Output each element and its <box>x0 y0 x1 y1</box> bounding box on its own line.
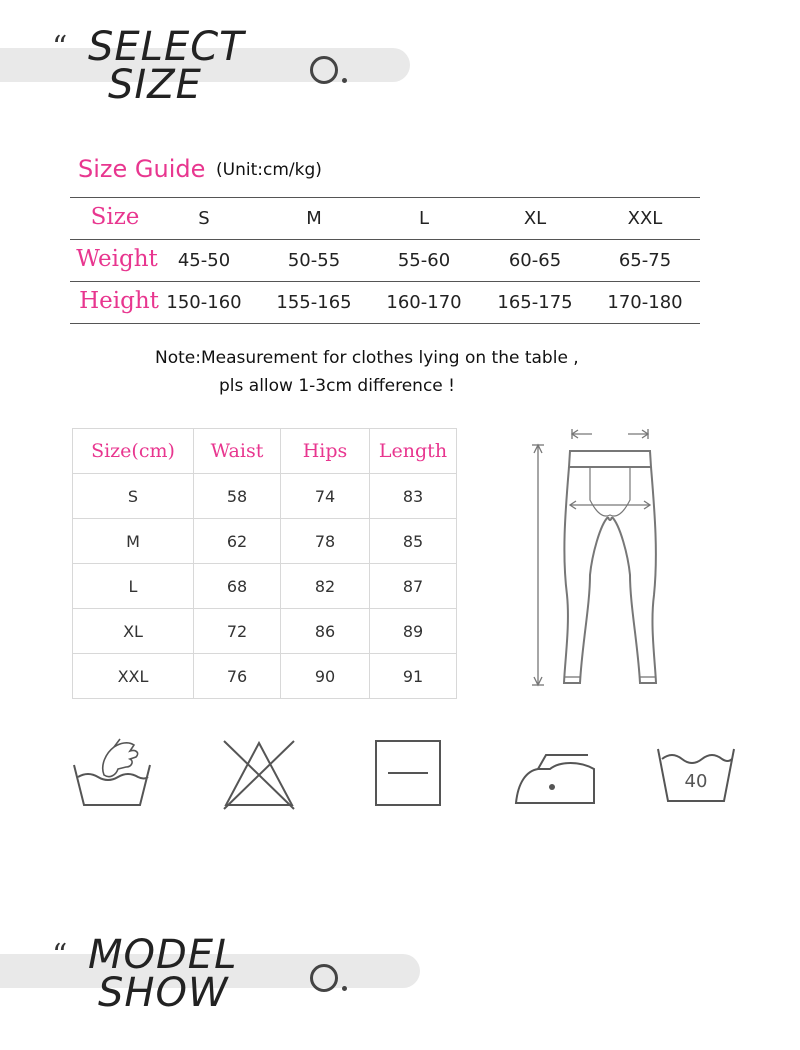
note-line-1: Note:Measurement for clothes lying on the table , <box>155 348 579 368</box>
size-guide-row <box>70 281 700 324</box>
table-cell: XXL <box>73 654 194 699</box>
table-row <box>73 474 457 519</box>
table-cell: 58 <box>194 474 281 519</box>
table-cell: S <box>73 474 194 519</box>
table-cell: 62 <box>194 519 281 564</box>
row-label: Height <box>79 288 159 314</box>
column-header: Size(cm) <box>73 429 194 474</box>
table-cell: 165-175 <box>497 292 573 313</box>
banner-circle-icon <box>310 964 338 992</box>
table-cell: L <box>73 564 194 609</box>
banner-title-line2: SHOW <box>98 970 229 1016</box>
select-size-banner <box>0 22 800 142</box>
table-cell: 86 <box>281 609 370 654</box>
table-cell: 160-170 <box>386 292 462 313</box>
size-guide-table <box>70 197 700 324</box>
table-cell: 76 <box>194 654 281 699</box>
measurement-note <box>155 344 579 400</box>
table-row <box>73 564 457 609</box>
table-header-row <box>73 429 457 474</box>
banner-quote-mark: “ <box>52 938 68 973</box>
table-row <box>73 519 457 564</box>
banner-title-line1: MODEL <box>88 932 238 978</box>
table-cell: 68 <box>194 564 281 609</box>
table-row <box>73 609 457 654</box>
column-header: Waist <box>194 429 281 474</box>
banner-quote-mark: “ <box>52 30 68 65</box>
size-guide-row <box>70 239 700 281</box>
dry-flat-icon <box>373 735 443 809</box>
size-guide-unit: (Unit:cm/kg) <box>216 160 322 180</box>
table-cell: 72 <box>194 609 281 654</box>
table-cell: 90 <box>281 654 370 699</box>
table-cell: 55-60 <box>397 250 451 271</box>
table-cell: M <box>73 519 194 564</box>
table-cell: M <box>306 208 322 229</box>
table-cell: 170-180 <box>607 292 683 313</box>
do-not-bleach-icon <box>220 735 298 811</box>
table-cell: XXL <box>627 208 663 229</box>
model-show-banner <box>0 930 800 1050</box>
size-guide-row <box>70 197 700 239</box>
iron-low-icon <box>510 735 600 811</box>
wash-temperature-label: 40 <box>684 771 708 792</box>
banner-dot-icon <box>342 986 347 991</box>
table-cell: XL <box>523 208 547 229</box>
table-cell: 65-75 <box>618 250 672 271</box>
table-cell: 74 <box>281 474 370 519</box>
table-row <box>73 654 457 699</box>
table-cell: 82 <box>281 564 370 609</box>
table-cell: 155-165 <box>276 292 352 313</box>
column-header: Length <box>370 429 457 474</box>
table-cell: 60-65 <box>508 250 562 271</box>
table-cell: S <box>198 208 210 229</box>
table-cell: 150-160 <box>166 292 242 313</box>
table-cell: 85 <box>370 519 457 564</box>
table-cell: XL <box>73 609 194 654</box>
size-guide-title: Size Guide <box>78 155 206 183</box>
table-cell: 91 <box>370 654 457 699</box>
row-label: Weight <box>76 246 158 272</box>
hand-wash-icon <box>70 735 154 811</box>
table-cell: 83 <box>370 474 457 519</box>
banner-title-line2: SIZE <box>108 62 202 108</box>
row-label: Size <box>90 204 140 230</box>
banner-title-line1: SELECT <box>88 24 245 70</box>
measurement-table <box>72 428 457 699</box>
table-cell: 78 <box>281 519 370 564</box>
column-header: Hips <box>281 429 370 474</box>
table-cell: 45-50 <box>177 250 231 271</box>
table-cell: 50-55 <box>287 250 341 271</box>
wash-40-icon <box>654 735 738 811</box>
banner-circle-icon <box>310 56 338 84</box>
pants-measurement-diagram <box>520 425 670 693</box>
note-line-2: pls allow 1-3cm difference ! <box>219 376 455 396</box>
banner-dot-icon <box>342 78 347 83</box>
table-cell: 89 <box>370 609 457 654</box>
table-cell: L <box>418 208 430 229</box>
table-cell: 87 <box>370 564 457 609</box>
